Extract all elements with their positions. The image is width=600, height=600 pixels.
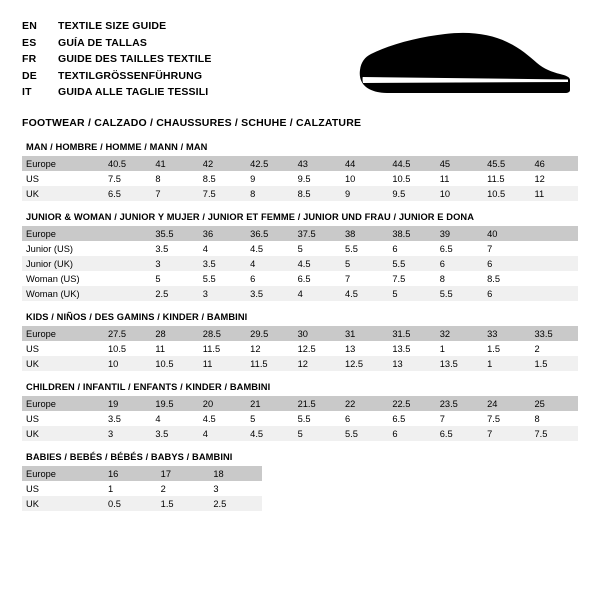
size-cell: 11 bbox=[199, 356, 246, 371]
language-row bbox=[22, 18, 211, 35]
size-cell: 30 bbox=[294, 326, 341, 341]
language-code: IT bbox=[22, 86, 32, 98]
category-heading: FOOTWEAR / CALZADO / CHAUSSURES / SCHUHE / CALZATURE bbox=[22, 117, 362, 129]
section-title: BABIES / BEBÉS / BÉBÉS / BABYS / BAMBINI bbox=[26, 452, 233, 462]
size-cell: 10 bbox=[436, 186, 483, 201]
size-cell: 9 bbox=[246, 171, 293, 186]
size-cell: 5 bbox=[341, 256, 388, 271]
table-row bbox=[22, 226, 578, 241]
size-cell: 16 bbox=[104, 466, 157, 481]
size-cell: 2 bbox=[157, 481, 210, 496]
size-cell: 5.5 bbox=[341, 426, 388, 441]
language-row bbox=[22, 35, 211, 52]
size-cell: 3.5 bbox=[199, 256, 246, 271]
size-cell: 40 bbox=[483, 226, 530, 241]
size-cell: 28.5 bbox=[199, 326, 246, 341]
size-cell: 13 bbox=[388, 356, 435, 371]
size-cell: 6.5 bbox=[388, 411, 435, 426]
size-cell bbox=[104, 241, 151, 256]
size-cell: 3 bbox=[104, 426, 151, 441]
table-row bbox=[22, 271, 578, 286]
language-row bbox=[22, 68, 211, 85]
row-label: Woman (UK) bbox=[22, 286, 104, 301]
language-title: GUIDA ALLE TAGLIE TESSILI bbox=[58, 86, 209, 98]
size-cell: 7 bbox=[436, 411, 483, 426]
size-tables-container bbox=[22, 129, 578, 511]
size-cell: 4.5 bbox=[246, 426, 293, 441]
dress-shoe-icon bbox=[357, 20, 572, 104]
language-row bbox=[22, 84, 211, 101]
section-title: KIDS / NIÑOS / DES GAMINS / KINDER / BAMBINI bbox=[26, 312, 248, 322]
size-cell: 11 bbox=[531, 186, 578, 201]
table-row bbox=[22, 326, 578, 341]
row-label: UK bbox=[22, 426, 104, 441]
language-row bbox=[22, 51, 211, 68]
size-cell: 42.5 bbox=[246, 156, 293, 171]
row-label: Europe bbox=[22, 156, 104, 171]
size-cell: 3.5 bbox=[104, 411, 151, 426]
row-label: US bbox=[22, 481, 104, 496]
size-cell: 8.5 bbox=[294, 186, 341, 201]
size-cell: 3.5 bbox=[151, 426, 198, 441]
table-row bbox=[22, 396, 578, 411]
size-cell: 33 bbox=[483, 326, 530, 341]
size-cell: 10.5 bbox=[483, 186, 530, 201]
table-row bbox=[22, 341, 578, 356]
size-cell: 17 bbox=[157, 466, 210, 481]
size-cell: 44.5 bbox=[388, 156, 435, 171]
size-cell bbox=[104, 271, 151, 286]
size-cell: 9 bbox=[341, 186, 388, 201]
table-row bbox=[22, 256, 578, 271]
row-label: UK bbox=[22, 186, 104, 201]
size-cell: 20 bbox=[199, 396, 246, 411]
size-cell bbox=[104, 226, 151, 241]
size-cell: 11.5 bbox=[483, 171, 530, 186]
size-section bbox=[22, 371, 578, 441]
size-cell: 11 bbox=[151, 341, 198, 356]
size-cell: 33.5 bbox=[531, 326, 578, 341]
size-cell: 31 bbox=[341, 326, 388, 341]
size-cell: 40.5 bbox=[104, 156, 151, 171]
size-cell: 1 bbox=[436, 341, 483, 356]
size-table bbox=[22, 326, 578, 371]
row-label: US bbox=[22, 411, 104, 426]
size-cell: 13.5 bbox=[436, 356, 483, 371]
language-code: DE bbox=[22, 69, 37, 82]
size-cell: 1 bbox=[483, 356, 530, 371]
size-cell: 2.5 bbox=[209, 496, 262, 511]
size-cell: 5 bbox=[151, 271, 198, 286]
size-cell: 22 bbox=[341, 396, 388, 411]
size-cell: 6 bbox=[246, 271, 293, 286]
language-title-list bbox=[22, 18, 211, 101]
size-cell: 42 bbox=[199, 156, 246, 171]
size-cell: 41 bbox=[151, 156, 198, 171]
section-title: JUNIOR & WOMAN / JUNIOR Y MUJER / JUNIOR ET FEMME / JUNIOR UND FRAU / JUNIOR E DONA bbox=[26, 212, 475, 222]
section-spacer bbox=[22, 441, 578, 448]
size-table bbox=[22, 466, 262, 511]
row-label: Europe bbox=[22, 396, 104, 411]
size-cell: 3.5 bbox=[151, 241, 198, 256]
size-cell: 2 bbox=[531, 341, 578, 356]
size-cell bbox=[531, 271, 578, 286]
size-cell: 8 bbox=[436, 271, 483, 286]
row-label: Europe bbox=[22, 466, 104, 481]
size-cell: 9.5 bbox=[294, 171, 341, 186]
size-cell: 7.5 bbox=[388, 271, 435, 286]
size-cell: 27.5 bbox=[104, 326, 151, 341]
size-section bbox=[22, 301, 578, 371]
size-cell: 5 bbox=[294, 241, 341, 256]
size-table bbox=[22, 156, 578, 201]
section-title: MAN / HOMBRE / HOMME / MANN / MAN bbox=[26, 142, 208, 152]
language-title: TEXTILE SIZE GUIDE bbox=[58, 20, 167, 32]
size-cell: 4.5 bbox=[294, 256, 341, 271]
size-cell: 7.5 bbox=[104, 171, 151, 186]
size-cell: 1 bbox=[104, 481, 157, 496]
size-cell: 25 bbox=[531, 396, 578, 411]
size-cell: 23.5 bbox=[436, 396, 483, 411]
section-spacer bbox=[22, 129, 578, 138]
size-section bbox=[22, 441, 578, 511]
language-title: GUÍA DE TALLAS bbox=[58, 36, 148, 49]
row-label: Europe bbox=[22, 326, 104, 341]
size-cell: 12 bbox=[294, 356, 341, 371]
size-section bbox=[22, 201, 578, 301]
size-cell: 6.5 bbox=[436, 426, 483, 441]
table-row bbox=[22, 411, 578, 426]
table-row bbox=[22, 186, 578, 201]
size-cell: 12 bbox=[531, 171, 578, 186]
row-label: Europe bbox=[22, 226, 104, 241]
table-row bbox=[22, 356, 578, 371]
size-cell bbox=[531, 241, 578, 256]
size-cell: 8.5 bbox=[483, 271, 530, 286]
size-cell: 4 bbox=[246, 256, 293, 271]
size-cell: 4.5 bbox=[341, 286, 388, 301]
size-cell: 7 bbox=[151, 186, 198, 201]
size-cell: 3 bbox=[151, 256, 198, 271]
size-cell: 8.5 bbox=[199, 171, 246, 186]
size-cell: 6 bbox=[436, 256, 483, 271]
size-cell: 7.5 bbox=[199, 186, 246, 201]
section-spacer bbox=[22, 201, 578, 208]
size-cell: 13 bbox=[341, 341, 388, 356]
size-cell: 6 bbox=[341, 411, 388, 426]
size-cell: 7.5 bbox=[531, 426, 578, 441]
size-cell: 36 bbox=[199, 226, 246, 241]
size-cell: 19 bbox=[104, 396, 151, 411]
size-cell: 28 bbox=[151, 326, 198, 341]
size-cell bbox=[104, 286, 151, 301]
size-cell: 10 bbox=[104, 356, 151, 371]
size-cell: 5 bbox=[246, 411, 293, 426]
size-cell: 4 bbox=[294, 286, 341, 301]
size-cell: 4 bbox=[151, 411, 198, 426]
size-cell: 5 bbox=[294, 426, 341, 441]
size-cell: 4 bbox=[199, 426, 246, 441]
size-cell: 44 bbox=[341, 156, 388, 171]
size-cell: 10.5 bbox=[104, 341, 151, 356]
size-cell: 3.5 bbox=[246, 286, 293, 301]
size-cell: 6 bbox=[388, 241, 435, 256]
size-cell: 6.5 bbox=[436, 241, 483, 256]
size-cell: 12.5 bbox=[294, 341, 341, 356]
size-cell: 7 bbox=[341, 271, 388, 286]
size-cell: 12 bbox=[246, 341, 293, 356]
size-cell: 19.5 bbox=[151, 396, 198, 411]
size-cell: 11 bbox=[436, 171, 483, 186]
size-cell: 6.5 bbox=[294, 271, 341, 286]
size-cell: 5.5 bbox=[341, 241, 388, 256]
size-cell: 6 bbox=[483, 286, 530, 301]
size-cell: 32 bbox=[436, 326, 483, 341]
size-cell: 13.5 bbox=[388, 341, 435, 356]
language-code: EN bbox=[22, 20, 37, 32]
row-label: UK bbox=[22, 496, 104, 511]
size-cell: 5.5 bbox=[199, 271, 246, 286]
size-cell: 7 bbox=[483, 426, 530, 441]
section-spacer bbox=[22, 301, 578, 308]
size-cell: 10.5 bbox=[151, 356, 198, 371]
size-cell: 12.5 bbox=[341, 356, 388, 371]
size-cell: 43 bbox=[294, 156, 341, 171]
size-cell: 5.5 bbox=[294, 411, 341, 426]
size-cell: 6.5 bbox=[104, 186, 151, 201]
size-cell: 35.5 bbox=[151, 226, 198, 241]
size-cell: 31.5 bbox=[388, 326, 435, 341]
row-label: UK bbox=[22, 356, 104, 371]
size-section bbox=[22, 129, 578, 201]
size-cell: 11.5 bbox=[246, 356, 293, 371]
size-cell: 8 bbox=[151, 171, 198, 186]
language-title: TEXTILGRÖSSENFÜHRUNG bbox=[58, 69, 203, 82]
table-row bbox=[22, 171, 578, 186]
size-cell: 7 bbox=[483, 241, 530, 256]
table-row bbox=[22, 496, 262, 511]
size-cell: 18 bbox=[209, 466, 262, 481]
size-cell: 38 bbox=[341, 226, 388, 241]
size-cell: 1.5 bbox=[157, 496, 210, 511]
size-cell: 4.5 bbox=[199, 411, 246, 426]
size-cell: 2.5 bbox=[151, 286, 198, 301]
size-cell: 4.5 bbox=[246, 241, 293, 256]
size-cell: 22.5 bbox=[388, 396, 435, 411]
size-cell: 5.5 bbox=[436, 286, 483, 301]
table-row bbox=[22, 426, 578, 441]
size-cell: 6 bbox=[483, 256, 530, 271]
size-cell: 24 bbox=[483, 396, 530, 411]
size-cell: 45 bbox=[436, 156, 483, 171]
size-cell bbox=[531, 286, 578, 301]
language-code: ES bbox=[22, 36, 37, 49]
table-row bbox=[22, 466, 262, 481]
size-cell: 6 bbox=[388, 426, 435, 441]
document-header bbox=[22, 18, 578, 104]
size-cell: 45.5 bbox=[483, 156, 530, 171]
language-code: FR bbox=[22, 53, 37, 65]
size-cell: 1.5 bbox=[483, 341, 530, 356]
size-cell: 3 bbox=[209, 481, 262, 496]
size-cell: 11.5 bbox=[199, 341, 246, 356]
size-table bbox=[22, 396, 578, 441]
size-cell: 5 bbox=[388, 286, 435, 301]
size-cell: 37.5 bbox=[294, 226, 341, 241]
size-cell: 21 bbox=[246, 396, 293, 411]
size-cell: 4 bbox=[199, 241, 246, 256]
row-label: Junior (UK) bbox=[22, 256, 104, 271]
size-cell bbox=[531, 226, 578, 241]
size-cell: 39 bbox=[436, 226, 483, 241]
table-row bbox=[22, 156, 578, 171]
row-label: US bbox=[22, 341, 104, 356]
language-title: GUIDE DES TAILLES TEXTILE bbox=[58, 53, 212, 65]
size-cell: 5.5 bbox=[388, 256, 435, 271]
size-cell: 1.5 bbox=[531, 356, 578, 371]
size-cell: 7.5 bbox=[483, 411, 530, 426]
size-cell: 21.5 bbox=[294, 396, 341, 411]
size-cell bbox=[104, 256, 151, 271]
size-cell: 10.5 bbox=[388, 171, 435, 186]
row-label: US bbox=[22, 171, 104, 186]
table-row bbox=[22, 241, 578, 256]
row-label: Junior (US) bbox=[22, 241, 104, 256]
size-cell: 8 bbox=[246, 186, 293, 201]
table-row bbox=[22, 481, 262, 496]
size-cell: 38.5 bbox=[388, 226, 435, 241]
section-spacer bbox=[22, 371, 578, 378]
table-row bbox=[22, 286, 578, 301]
size-cell: 46 bbox=[531, 156, 578, 171]
size-cell: 0.5 bbox=[104, 496, 157, 511]
size-cell: 36.5 bbox=[246, 226, 293, 241]
size-cell: 9.5 bbox=[388, 186, 435, 201]
section-title: CHILDREN / INFANTIL / ENFANTS / KINDER / BAMBINI bbox=[26, 382, 271, 392]
size-cell: 29.5 bbox=[246, 326, 293, 341]
row-label: Woman (US) bbox=[22, 271, 104, 286]
size-cell: 3 bbox=[199, 286, 246, 301]
size-cell bbox=[531, 256, 578, 271]
size-cell: 8 bbox=[531, 411, 578, 426]
size-table bbox=[22, 226, 578, 301]
size-cell: 10 bbox=[341, 171, 388, 186]
